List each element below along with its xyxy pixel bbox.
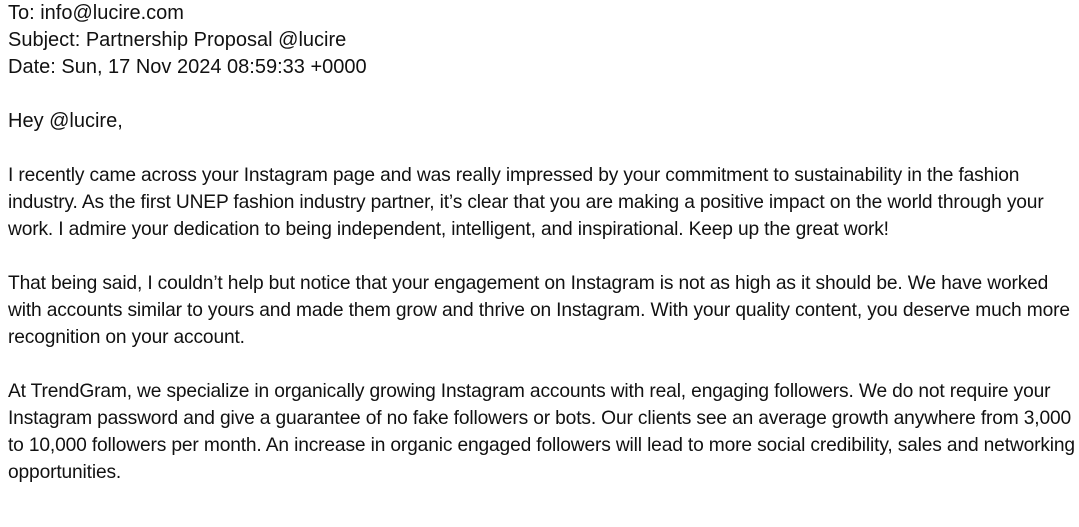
email-message [8, 0, 1076, 513]
header-spacer [8, 81, 1076, 108]
to-line: To: info@lucire.com [8, 2, 184, 24]
subject-line: Subject: Partnership Proposal @lucire [8, 29, 347, 51]
email-body [8, 108, 1076, 486]
body-paragraph-2: That being said, I couldn’t help but notice that your engagement on Instagram is not as high as it should be. We have worked with accounts similar to yours and made them grow and thrive on Instagram. With your quality content, you deserve much more recognition on your account. [8, 273, 1070, 348]
body-paragraph-3: At TrendGram, we specialize in organically growing Instagram accounts with real, engaging followers. We do not require your Instagram password and give a guarantee of no fake followers or bots. Our clients see an average growth anywhere from 3,000 to 10,000 followers per month. An increase in organic engaged followers will lead to more social credibility, sales and networking opportunities. [8, 381, 1075, 483]
body-paragraph-1: I recently came across your Instagram page and was really impressed by your commitment to sustainability in the fashion industry. As the first UNEP fashion industry partner, it’s clear that you are making a positive impact on the world through your work. I admire your dedication to being independent, intelligent, and inspirational. Keep up the great work! [8, 165, 1044, 240]
greeting: Hey @lucire, [8, 110, 123, 132]
date-line: Date: Sun, 17 Nov 2024 08:59:33 +0000 [8, 56, 367, 78]
email-header [8, 0, 1076, 81]
